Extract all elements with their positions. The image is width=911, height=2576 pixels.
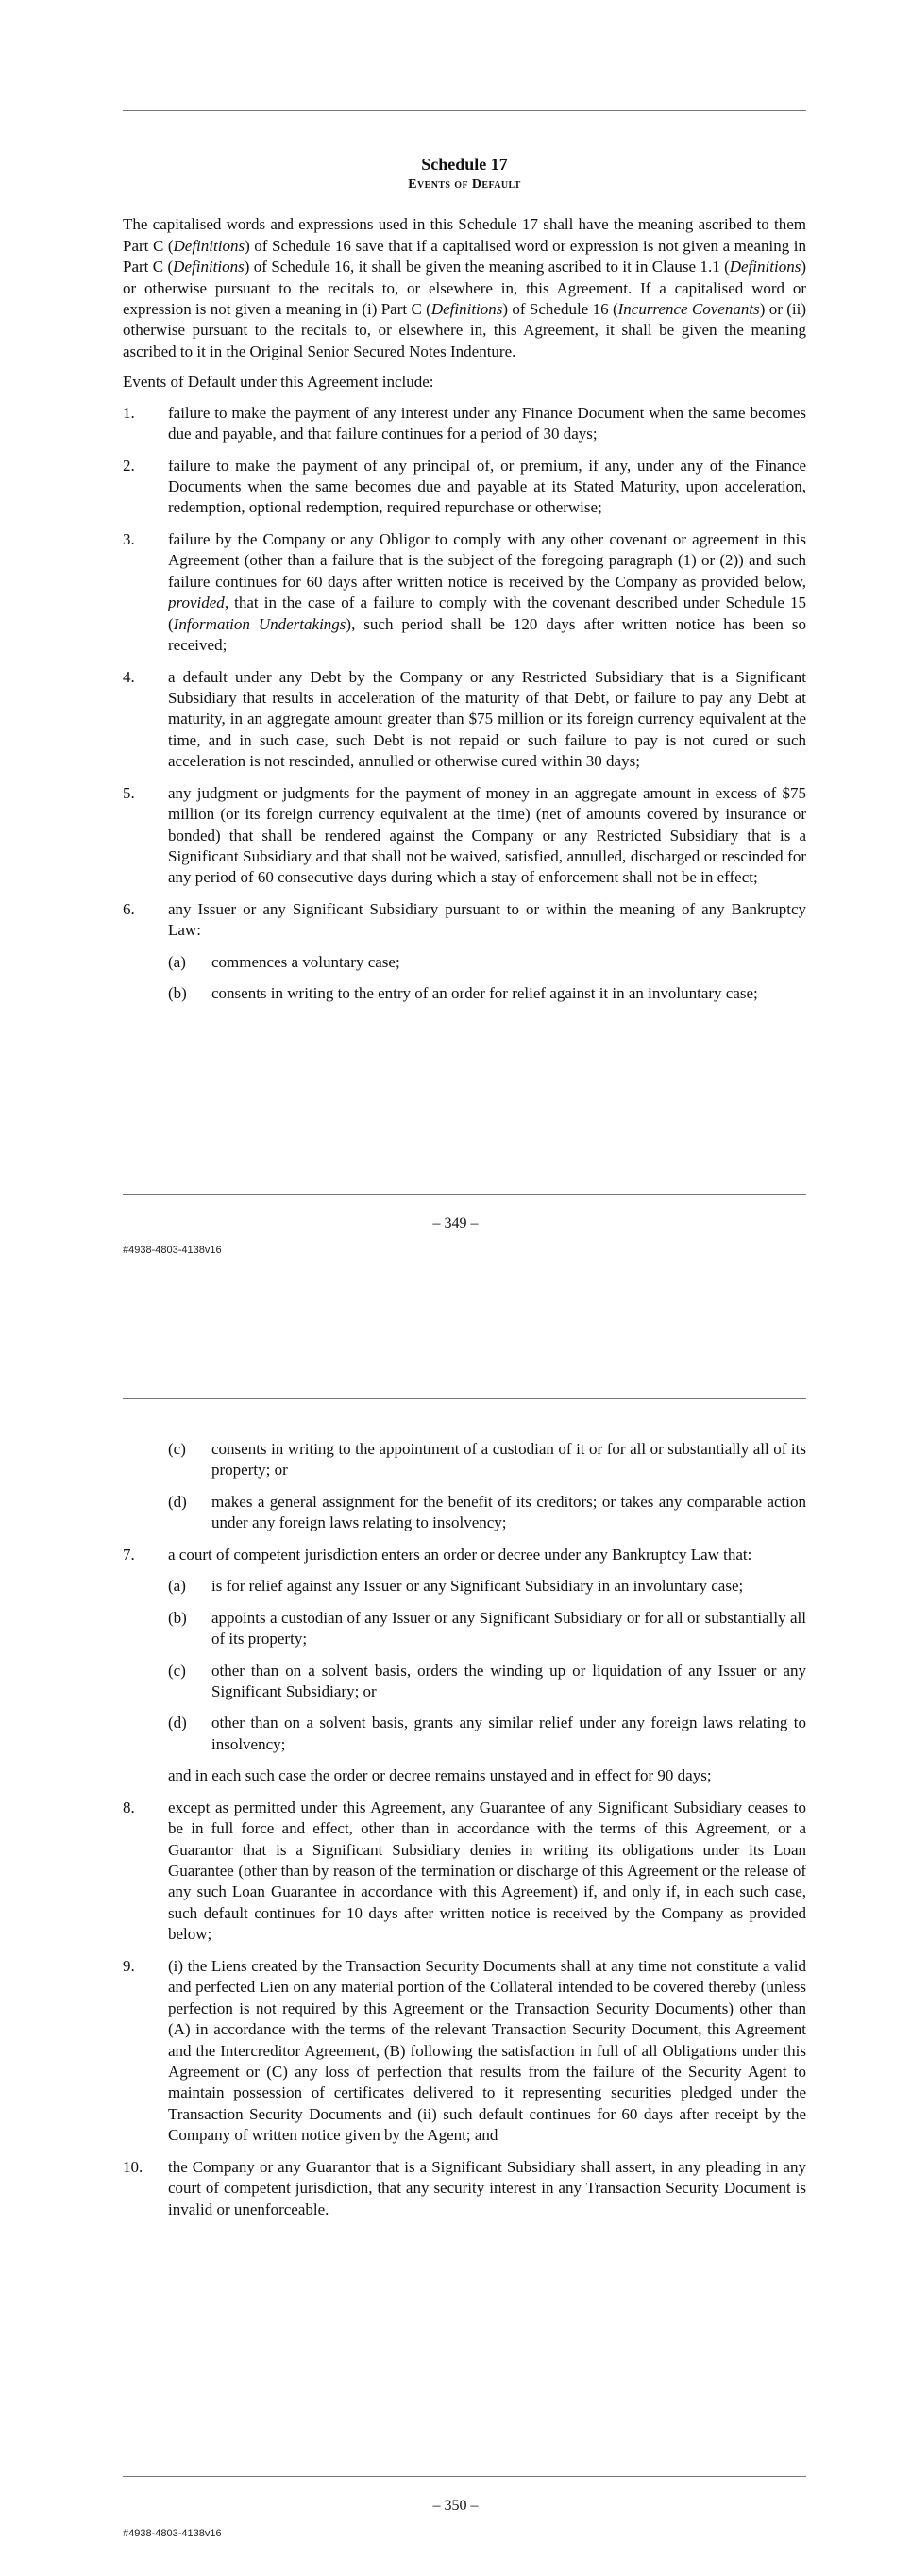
- page-350: [0, 1288, 911, 2576]
- sub-item-text: other than on a solvent basis, orders the winding up or liquidation of any Issuer or any Significant Subsidiary; or: [211, 1661, 806, 1700]
- sub-item-6d: [123, 1492, 806, 1534]
- sub-item-text: makes a general assignment for the benefit of its creditors; or takes any comparable action under any foreign laws relating to insolvency;: [211, 1492, 806, 1532]
- list-item-3: [123, 529, 806, 657]
- item-number: 9.: [123, 1956, 135, 1975]
- list-item-7: [123, 1545, 806, 1565]
- list-item-1: [123, 403, 806, 445]
- header-rule: [123, 110, 806, 111]
- sub-item-letter: (d): [168, 1492, 187, 1511]
- item-text: a default under any Debt by the Company or any Restricted Subsidiary that is a Significant Subsidiary that results in acceleration of the maturity of that Debt, or failure to pay any Debt at maturity, in an aggregate amount greater than $75 million or its foreign currency equivalent at the time, and in such case, such Debt is not repaid or such failure to pay is not cured or such acceleration is not rescinded, annulled or otherwise cured within 30 days;: [168, 667, 806, 771]
- sub-item-text: commences a voluntary case;: [211, 952, 400, 971]
- page-number: – 350 –: [432, 2498, 479, 2514]
- item-text: except as permitted under this Agreement, any Guarantee of any Significant Subsidiary ceases to be in full force and effect, other than in accordance with the terms of this Agreement, or a Guarantor that is a Significant Subsidiary denies in writing its obligations under its Loan Guarantee (other than by reason of the termination or discharge of this Agreement or the release of any such Loan Guarantee in accordance with this Agreement) if, and only if, in each such case, such default continues for 10 days after written notice is received by the Company as provided below;: [168, 1798, 806, 1944]
- list-item-2: [123, 456, 806, 519]
- item-number: 3.: [123, 529, 135, 548]
- sub-item-letter: (b): [168, 1608, 187, 1627]
- item-number: 2.: [123, 456, 135, 475]
- sub-item-letter: (a): [168, 1577, 186, 1596]
- item-text: failure to make the payment of any principal of, or premium, if any, under any of the Finance Documents when the same becomes due and payable at its Stated Maturity, upon acceleration, redemption, optional redemption, required repurchase or otherwise;: [168, 456, 806, 517]
- item-text: (i) the Liens created by the Transaction Security Documents shall at any time not constitute a valid and perfected Lien on any material portion of the Collateral intended to be covered thereby (unless perfection is not required by this Agreement or the Transaction Security Documents) other than (A) in accordance with the terms of the relevant Transaction Security Document, this Agreement and the Intercreditor Agreement, (B) following the satisfaction in full of all Obligations under this Agreement or (C) any loss of perfection that results from the failure of the Security Agent to maintain possession of certificates delivered to it representing securities pledged under the Transaction Security Documents and (ii) such default continues for 60 days after receipt by the Company of written notice given by the Agent; and: [168, 1956, 806, 2145]
- footer-rule: [123, 1194, 806, 1195]
- item-number: 6.: [123, 899, 135, 918]
- sub-item-text: appoints a custodian of any Issuer or any Significant Subsidiary or for all or substantially all of its property;: [211, 1608, 806, 1648]
- list-item-8: [123, 1798, 806, 1946]
- sub-item-letter: (a): [168, 952, 186, 971]
- item-number: 5.: [123, 783, 135, 802]
- sub-item-text: consents in writing to the entry of an order for relief against it in an involuntary case;: [211, 984, 758, 1003]
- item-text: failure to make the payment of any interest under any Finance Document when the same becomes due and payable, and that failure continues for a period of 30 days;: [168, 403, 806, 443]
- item-number: 8.: [123, 1798, 135, 1816]
- item-text: any Issuer or any Significant Subsidiary pursuant to or within the meaning of any Bankruptcy Law:: [168, 899, 806, 940]
- item-number: 1.: [123, 403, 135, 422]
- sub-item-7c: [123, 1661, 806, 1703]
- header-rule: [123, 1398, 806, 1399]
- sub-item-letter: (c): [168, 1440, 186, 1458]
- item-text: a court of competent jurisdiction enters an order or decree under any Bankruptcy Law that:: [168, 1545, 752, 1564]
- sub-item-7a: [123, 1576, 806, 1597]
- sub-item-6c: [123, 1439, 806, 1481]
- sub-item-letter: (d): [168, 1714, 187, 1732]
- sub-item-letter: (b): [168, 984, 187, 1003]
- list-item-10: [123, 2157, 806, 2220]
- sub-item-7b: [123, 1608, 806, 1650]
- list-item-6: [123, 899, 806, 942]
- events-lead: Events of Default under this Agreement include:: [123, 373, 434, 392]
- sub-item-6b: [123, 983, 806, 1004]
- item-text: the Company or any Guarantor that is a Significant Subsidiary shall assert, in any pleading in any court of competent jurisdiction, that any security interest in any Transaction Security Document is invalid or unenforceable.: [168, 2157, 806, 2218]
- sub-item-text: other than on a solvent basis, grants any similar relief under any foreign laws relating to insolvency;: [211, 1714, 806, 1753]
- item-7-continuation: and in each such case the order or decree remains unstayed and in effect for 90 days;: [168, 1766, 712, 1785]
- sub-item-text: is for relief against any Issuer or any Significant Subsidiary in an involuntary case;: [211, 1577, 744, 1596]
- document-id: #4938-4803-4138v16: [123, 1245, 222, 1256]
- schedule-subtitle: Events of Default: [408, 176, 521, 192]
- page-number: – 349 –: [432, 1215, 479, 1231]
- intro-paragraph: The capitalised words and expressions used in this Schedule 17 shall have the meaning ascribed to them Part C (Definitions) of Schedule 16 save that if a capitalised word or expression is not given a meaning in Part C (Definitions) of Schedule 16, it shall be given the meaning ascribed to it in Clause 1.1 (Definitions) or otherwise pursuant to the recitals to, or elsewhere in, this Agreement. If a capitalised word or expression is not given a meaning in (i) Part C (Definitions) of Schedule 16 (Incurrence Covenants) or (ii) otherwise pursuant to the recitals to, or elsewhere in, this Agreement, it shall be given the meaning ascribed to it in the Original Senior Secured Notes Indenture.: [123, 215, 806, 360]
- item-text: failure by the Company or any Obligor to comply with any other covenant or agreement in this Agreement (other than a failure that is the subject of the foregoing paragraph (1) or (2)) and such failure continues for 60 days after written notice is received by the Company as provided below, provided, that in the case of a failure to comply with the covenant described under Schedule 15 (Information Undertakings), such period shall be 120 days after written notice has been so received;: [168, 529, 806, 655]
- item-number: 4.: [123, 667, 135, 686]
- schedule-title: Schedule 17: [421, 155, 508, 174]
- page-349-content: [123, 154, 806, 1015]
- list-item-5: [123, 783, 806, 889]
- footer-rule: [123, 2476, 806, 2477]
- sub-item-text: consents in writing to the appointment of a custodian of it or for all or substantially all of its property; or: [211, 1440, 806, 1480]
- page-350-content: [123, 1439, 806, 2231]
- item-text: any judgment or judgments for the payment of money in an aggregate amount in excess of $75 million (or its foreign currency equivalent at the time) (net of amounts covered by insurance or bonded) that shall be rendered against the Company or any Restricted Subsidiary that is a Significant Subsidiary and that shall not be waived, satisfied, annulled, discharged or rescinded for any period of 60 consecutive days during which a stay of enforcement shall not be in effect;: [168, 783, 806, 887]
- document-id: #4938-4803-4138v16: [123, 2528, 222, 2539]
- list-item-9: [123, 1956, 806, 2147]
- sub-item-6a: [123, 952, 806, 973]
- item-number: 7.: [123, 1545, 135, 1564]
- sub-item-letter: (c): [168, 1661, 186, 1680]
- list-item-4: [123, 667, 806, 773]
- sub-item-7d: [123, 1713, 806, 1755]
- item-number: 10.: [123, 2157, 143, 2176]
